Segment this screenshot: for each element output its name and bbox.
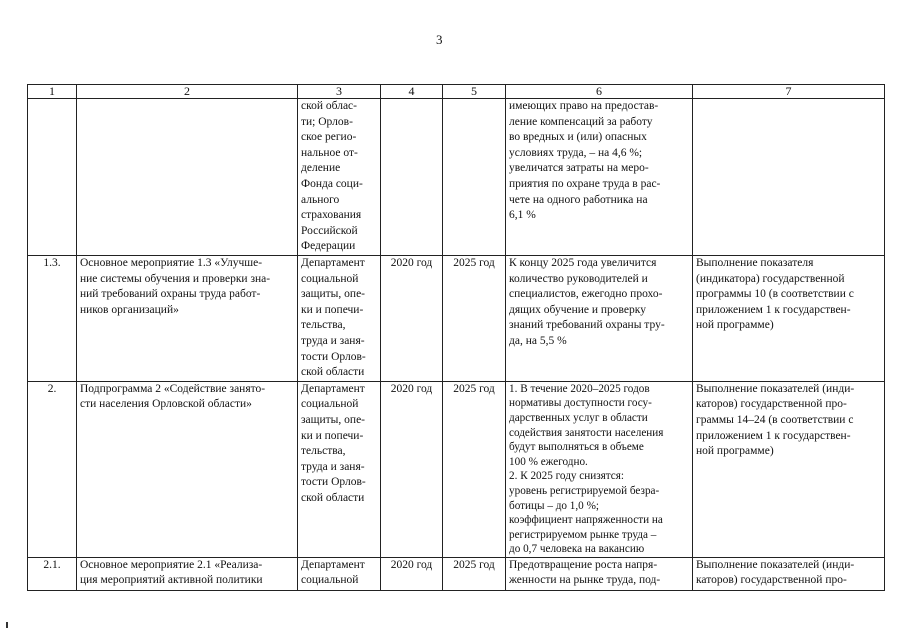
column-number: 1	[28, 85, 77, 99]
scan-mark	[6, 622, 8, 628]
responsible-executor: ской облас- ти; Орлов- ское регио- нальное от- деление Фонда соци- ального страхования Российской Федерации	[298, 99, 381, 256]
end-year: 2025 год	[443, 381, 506, 557]
indicator-link: Выполнение показателя (индикатора) государственной программы 10 (в соответствии с приложением 1 к государствен- ной программе)	[693, 256, 885, 382]
responsible-executor: Департамент социальной	[298, 557, 381, 590]
end-year	[443, 99, 506, 256]
measures-table	[27, 84, 885, 591]
start-year: 2020 год	[381, 256, 443, 382]
table-row	[28, 99, 885, 256]
column-number-row	[28, 85, 885, 99]
indicator-link: Выполнение показателей (инди- каторов) государственной про-	[693, 557, 885, 590]
item-title: Основное мероприятие 1.3 «Улучше- ние системы обучения и проверки зна- ний требований охраны труда работ- ников организаций»	[77, 256, 298, 382]
expected-result: Предотвращение роста напря- женности на рынке труда, под-	[506, 557, 693, 590]
column-number: 6	[506, 85, 693, 99]
expected-result: 1. В течение 2020–2025 годов нормативы доступности госу- дарственных услуг в области содействия занятости населения будут выполняться в объеме 100 % ежегодно. 2. К 2025 году снизятся: уровень регистрируемой безра- ботицы – до 1,0 %; коэффициент напряженности на регистрируемом рынке труда – до 0,7 человека на вакансию	[506, 381, 693, 557]
item-title: Основное мероприятие 2.1 «Реализа- ция мероприятий активной политики	[77, 557, 298, 590]
column-number: 2	[77, 85, 298, 99]
item-number: 1.3.	[28, 256, 77, 382]
start-year: 2020 год	[381, 381, 443, 557]
item-title	[77, 99, 298, 256]
item-number: 2.1.	[28, 557, 77, 590]
column-number: 5	[443, 85, 506, 99]
start-year	[381, 99, 443, 256]
end-year: 2025 год	[443, 256, 506, 382]
column-number: 3	[298, 85, 381, 99]
column-number: 7	[693, 85, 885, 99]
item-title: Подпрограмма 2 «Содействие занято- сти населения Орловской области»	[77, 381, 298, 557]
item-number: 2.	[28, 381, 77, 557]
table-row	[28, 256, 885, 382]
table-row	[28, 557, 885, 590]
end-year: 2025 год	[443, 557, 506, 590]
column-number: 4	[381, 85, 443, 99]
indicator-link	[693, 99, 885, 256]
expected-result: К концу 2025 года увеличится количество руководителей и специалистов, ежегодно прохо- дящих обучение и проверку знаний требований охраны тру- да, на 5,5 %	[506, 256, 693, 382]
item-number	[28, 99, 77, 256]
table-row	[28, 381, 885, 557]
start-year: 2020 год	[381, 557, 443, 590]
page-number: 3	[436, 32, 443, 47]
responsible-executor: Департамент социальной защиты, опе- ки и попечи- тельства, труда и заня- тости Орлов- ской области	[298, 381, 381, 557]
expected-result: имеющих право на предостав- ление компенсаций за работу во вредных и (или) опасных условиях труда, – на 4,6 %; увеличатся затраты на меро- приятия по охране труда в рас- чете на одного работника на 6,1 %	[506, 99, 693, 256]
indicator-link: Выполнение показателей (инди- каторов) государственной про- граммы 14–24 (в соответствии с приложением 1 к государствен- ной программе)	[693, 381, 885, 557]
responsible-executor: Департамент социальной защиты, опе- ки и попечи- тельства, труда и заня- тости Орлов- ской области	[298, 256, 381, 382]
